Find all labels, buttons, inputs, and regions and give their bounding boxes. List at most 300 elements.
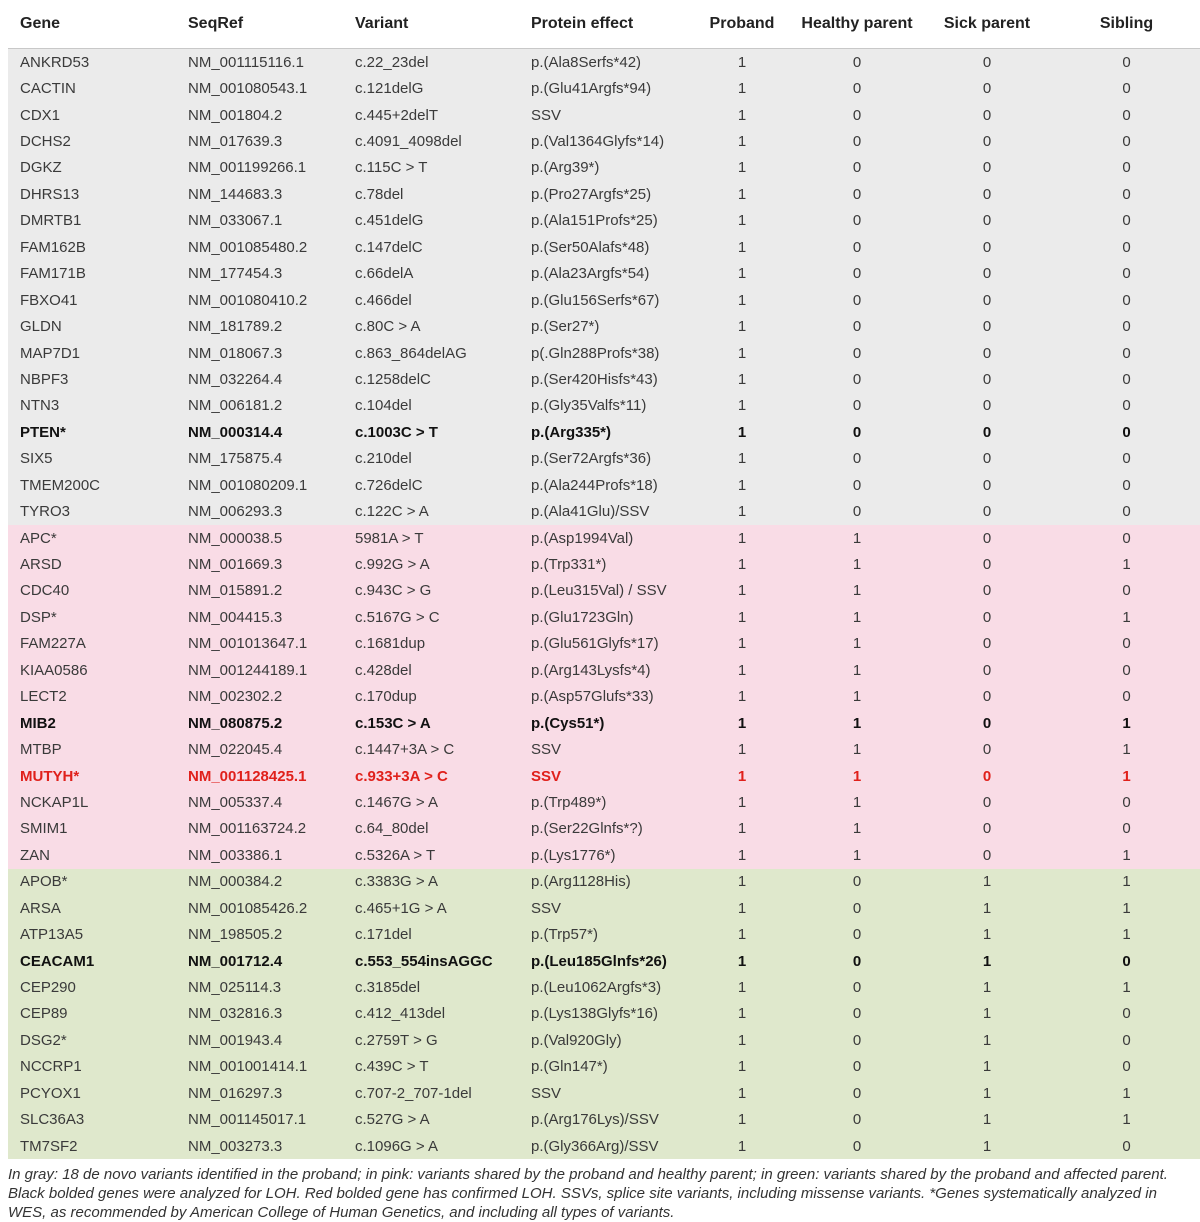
variant-cell: c.992G > A <box>355 551 531 577</box>
table-row <box>8 472 1200 498</box>
variant-cell: c.933+3A > C <box>355 763 531 789</box>
proband-cell: 1 <box>701 736 783 762</box>
sick-parent-cell: 1 <box>931 1107 1043 1133</box>
variant-cell: c.147delC <box>355 234 531 260</box>
seqref-cell: NM_017639.3 <box>188 128 355 154</box>
proband-cell: 1 <box>701 155 783 181</box>
sick-parent-cell: 0 <box>931 472 1043 498</box>
seqref-cell: NM_033067.1 <box>188 208 355 234</box>
seqref-cell: NM_001244189.1 <box>188 657 355 683</box>
variant-cell: c.80C > A <box>355 313 531 339</box>
proband-cell: 1 <box>701 551 783 577</box>
seqref-cell: NM_001080209.1 <box>188 472 355 498</box>
variant-cell: c.439C > T <box>355 1054 531 1080</box>
healthy-parent-cell: 0 <box>783 1027 931 1053</box>
proband-cell: 1 <box>701 287 783 313</box>
sibling-cell: 0 <box>1043 1054 1200 1080</box>
gene-cell: CDX1 <box>8 102 188 128</box>
sibling-cell: 1 <box>1043 1080 1200 1106</box>
sibling-cell: 1 <box>1043 763 1200 789</box>
gene-cell: NBPF3 <box>8 366 188 392</box>
healthy-parent-cell: 1 <box>783 657 931 683</box>
variant-table <box>8 0 1200 1159</box>
seqref-cell: NM_003386.1 <box>188 842 355 868</box>
gene-cell: MAP7D1 <box>8 340 188 366</box>
sibling-cell: 1 <box>1043 710 1200 736</box>
healthy-parent-cell: 1 <box>783 736 931 762</box>
sick-parent-cell: 1 <box>931 1054 1043 1080</box>
proband-cell: 1 <box>701 578 783 604</box>
sibling-cell: 0 <box>1043 393 1200 419</box>
variant-cell: c.553_554insAGGC <box>355 948 531 974</box>
sick-parent-cell: 1 <box>931 895 1043 921</box>
protein-effect-cell: p.(Gln147*) <box>531 1054 701 1080</box>
table-row <box>8 234 1200 260</box>
table-row <box>8 1001 1200 1027</box>
gene-cell: ARSD <box>8 551 188 577</box>
proband-cell: 1 <box>701 1133 783 1159</box>
table-row <box>8 895 1200 921</box>
sick-parent-cell: 0 <box>931 684 1043 710</box>
healthy-parent-cell: 0 <box>783 446 931 472</box>
table-row <box>8 366 1200 392</box>
gene-cell: TM7SF2 <box>8 1133 188 1159</box>
sick-parent-cell: 0 <box>931 631 1043 657</box>
protein-effect-cell: p.(Asp1994Val) <box>531 525 701 551</box>
table-row <box>8 208 1200 234</box>
protein-effect-cell: p.(Arg176Lys)/SSV <box>531 1107 701 1133</box>
protein-effect-cell: p.(Glu1723Gln) <box>531 604 701 630</box>
sick-parent-cell: 1 <box>931 1080 1043 1106</box>
proband-cell: 1 <box>701 446 783 472</box>
sick-parent-cell: 0 <box>931 551 1043 577</box>
variant-cell: c.66delA <box>355 261 531 287</box>
protein-effect-cell: p.(Cys51*) <box>531 710 701 736</box>
sibling-cell: 0 <box>1043 578 1200 604</box>
gene-cell: CACTIN <box>8 75 188 101</box>
table-header-row <box>8 0 1200 49</box>
seqref-cell: NM_000038.5 <box>188 525 355 551</box>
protein-effect-cell: SSV <box>531 102 701 128</box>
table-row <box>8 419 1200 445</box>
variant-cell: c.170dup <box>355 684 531 710</box>
variant-cell: c.104del <box>355 393 531 419</box>
healthy-parent-cell: 0 <box>783 181 931 207</box>
sick-parent-cell: 1 <box>931 1027 1043 1053</box>
protein-effect-cell: p.(Arg335*) <box>531 419 701 445</box>
proband-cell: 1 <box>701 234 783 260</box>
protein-effect-cell: p.(Gly35Valfs*11) <box>531 393 701 419</box>
seqref-cell: NM_015891.2 <box>188 578 355 604</box>
table-row <box>8 525 1200 551</box>
table-row <box>8 128 1200 154</box>
table-row <box>8 313 1200 339</box>
healthy-parent-cell: 0 <box>783 155 931 181</box>
header-protein-effect: Protein effect <box>531 15 634 32</box>
variant-cell: c.527G > A <box>355 1107 531 1133</box>
seqref-cell: NM_004415.3 <box>188 604 355 630</box>
sick-parent-cell: 1 <box>931 921 1043 947</box>
healthy-parent-cell: 0 <box>783 1107 931 1133</box>
gene-cell: SIX5 <box>8 446 188 472</box>
seqref-cell: NM_018067.3 <box>188 340 355 366</box>
sick-parent-cell: 0 <box>931 102 1043 128</box>
proband-cell: 1 <box>701 816 783 842</box>
seqref-cell: NM_001669.3 <box>188 551 355 577</box>
healthy-parent-cell: 0 <box>783 313 931 339</box>
seqref-cell: NM_001085480.2 <box>188 234 355 260</box>
variant-cell: c.412_413del <box>355 1001 531 1027</box>
seqref-cell: NM_001712.4 <box>188 948 355 974</box>
protein-effect-cell: p.(Ala41Glu)/SSV <box>531 498 701 524</box>
protein-effect-cell: p.(Ser27*) <box>531 313 701 339</box>
sibling-cell: 0 <box>1043 234 1200 260</box>
seqref-cell: NM_025114.3 <box>188 974 355 1000</box>
seqref-cell: NM_001128425.1 <box>188 763 355 789</box>
sick-parent-cell: 0 <box>931 393 1043 419</box>
healthy-parent-cell: 0 <box>783 1133 931 1159</box>
protein-effect-cell: p.(Trp489*) <box>531 789 701 815</box>
gene-cell: NCCRP1 <box>8 1054 188 1080</box>
healthy-parent-cell: 0 <box>783 869 931 895</box>
sibling-cell: 1 <box>1043 604 1200 630</box>
healthy-parent-cell: 0 <box>783 921 931 947</box>
sibling-cell: 0 <box>1043 631 1200 657</box>
proband-cell: 1 <box>701 763 783 789</box>
table-row <box>8 604 1200 630</box>
sibling-cell: 0 <box>1043 948 1200 974</box>
proband-cell: 1 <box>701 974 783 1000</box>
variant-cell: c.210del <box>355 446 531 472</box>
table-row <box>8 657 1200 683</box>
proband-cell: 1 <box>701 684 783 710</box>
header-sick-parent: Sick parent <box>943 15 1031 32</box>
protein-effect-cell: p.(Asp57Glufs*33) <box>531 684 701 710</box>
variant-cell: c.863_864delAG <box>355 340 531 366</box>
gene-cell: DSP* <box>8 604 188 630</box>
variant-cell: c.115C > T <box>355 155 531 181</box>
protein-effect-cell: p.(Gly366Arg)/SSV <box>531 1133 701 1159</box>
healthy-parent-cell: 1 <box>783 525 931 551</box>
seqref-cell: NM_000314.4 <box>188 419 355 445</box>
sick-parent-cell: 0 <box>931 287 1043 313</box>
table-row <box>8 631 1200 657</box>
sibling-cell: 0 <box>1043 287 1200 313</box>
sibling-cell: 0 <box>1043 128 1200 154</box>
sick-parent-cell: 0 <box>931 49 1043 76</box>
seqref-cell: NM_001080543.1 <box>188 75 355 101</box>
gene-cell: TMEM200C <box>8 472 188 498</box>
gene-cell: FBXO41 <box>8 287 188 313</box>
table-body <box>8 49 1200 1160</box>
seqref-cell: NM_080875.2 <box>188 710 355 736</box>
proband-cell: 1 <box>701 261 783 287</box>
sibling-cell: 1 <box>1043 974 1200 1000</box>
variant-cell: c.3383G > A <box>355 869 531 895</box>
healthy-parent-cell: 0 <box>783 393 931 419</box>
protein-effect-cell: SSV <box>531 895 701 921</box>
sibling-cell: 0 <box>1043 340 1200 366</box>
sick-parent-cell: 1 <box>931 948 1043 974</box>
table-row <box>8 155 1200 181</box>
protein-effect-cell: p.(Trp331*) <box>531 551 701 577</box>
protein-effect-cell: SSV <box>531 763 701 789</box>
table-row <box>8 102 1200 128</box>
proband-cell: 1 <box>701 498 783 524</box>
sick-parent-cell: 0 <box>931 816 1043 842</box>
gene-cell: DGKZ <box>8 155 188 181</box>
proband-cell: 1 <box>701 49 783 76</box>
seqref-cell: NM_175875.4 <box>188 446 355 472</box>
seqref-cell: NM_001163724.2 <box>188 816 355 842</box>
variant-cell: 5981A > T <box>355 525 531 551</box>
protein-effect-cell: p.(Ala23Argfs*54) <box>531 261 701 287</box>
proband-cell: 1 <box>701 657 783 683</box>
seqref-cell: NM_001013647.1 <box>188 631 355 657</box>
healthy-parent-cell: 0 <box>783 1080 931 1106</box>
healthy-parent-cell: 1 <box>783 684 931 710</box>
proband-cell: 1 <box>701 340 783 366</box>
protein-effect-cell: SSV <box>531 736 701 762</box>
healthy-parent-cell: 0 <box>783 498 931 524</box>
sibling-cell: 1 <box>1043 1107 1200 1133</box>
healthy-parent-cell: 1 <box>783 816 931 842</box>
protein-effect-cell: p(.Gln288Profs*38) <box>531 340 701 366</box>
proband-cell: 1 <box>701 393 783 419</box>
sibling-cell: 0 <box>1043 261 1200 287</box>
proband-cell: 1 <box>701 102 783 128</box>
healthy-parent-cell: 1 <box>783 710 931 736</box>
protein-effect-cell: p.(Leu315Val) / SSV <box>531 578 701 604</box>
table-row <box>8 948 1200 974</box>
sibling-cell: 1 <box>1043 736 1200 762</box>
seqref-cell: NM_000384.2 <box>188 869 355 895</box>
gene-cell: FAM162B <box>8 234 188 260</box>
variant-cell: c.3185del <box>355 974 531 1000</box>
protein-effect-cell: p.(Val920Gly) <box>531 1027 701 1053</box>
sibling-cell: 0 <box>1043 366 1200 392</box>
table-row <box>8 75 1200 101</box>
seqref-cell: NM_001085426.2 <box>188 895 355 921</box>
sibling-cell: 0 <box>1043 472 1200 498</box>
sick-parent-cell: 0 <box>931 261 1043 287</box>
table-row <box>8 49 1200 76</box>
protein-effect-cell: p.(Ala8Serfs*42) <box>531 49 701 76</box>
gene-cell: ATP13A5 <box>8 921 188 947</box>
sick-parent-cell: 0 <box>931 498 1043 524</box>
healthy-parent-cell: 1 <box>783 763 931 789</box>
variant-cell: c.726delC <box>355 472 531 498</box>
variant-cell: c.64_80del <box>355 816 531 842</box>
sibling-cell: 0 <box>1043 684 1200 710</box>
sick-parent-cell: 0 <box>931 763 1043 789</box>
gene-cell: DMRTB1 <box>8 208 188 234</box>
healthy-parent-cell: 1 <box>783 604 931 630</box>
gene-cell: GLDN <box>8 313 188 339</box>
gene-cell: CEP89 <box>8 1001 188 1027</box>
proband-cell: 1 <box>701 366 783 392</box>
healthy-parent-cell: 1 <box>783 631 931 657</box>
variant-cell: c.2759T > G <box>355 1027 531 1053</box>
table-row <box>8 736 1200 762</box>
sick-parent-cell: 0 <box>931 842 1043 868</box>
table-row <box>8 181 1200 207</box>
protein-effect-cell: p.(Ala151Profs*25) <box>531 208 701 234</box>
gene-cell: DSG2* <box>8 1027 188 1053</box>
gene-cell: APC* <box>8 525 188 551</box>
variant-cell: c.943C > G <box>355 578 531 604</box>
protein-effect-cell: p.(Lys138Glyfs*16) <box>531 1001 701 1027</box>
seqref-cell: NM_005337.4 <box>188 789 355 815</box>
sibling-cell: 0 <box>1043 208 1200 234</box>
protein-effect-cell: p.(Ser420Hisfs*43) <box>531 366 701 392</box>
proband-cell: 1 <box>701 1001 783 1027</box>
proband-cell: 1 <box>701 869 783 895</box>
gene-cell: NTN3 <box>8 393 188 419</box>
proband-cell: 1 <box>701 604 783 630</box>
sibling-cell: 0 <box>1043 1001 1200 1027</box>
proband-cell: 1 <box>701 631 783 657</box>
sibling-cell: 0 <box>1043 1133 1200 1159</box>
table-row <box>8 1080 1200 1106</box>
variant-cell: c.122C > A <box>355 498 531 524</box>
sick-parent-cell: 0 <box>931 710 1043 736</box>
variant-cell: c.4091_4098del <box>355 128 531 154</box>
variant-cell: c.428del <box>355 657 531 683</box>
protein-effect-cell: p.(Glu156Serfs*67) <box>531 287 701 313</box>
sibling-cell: 0 <box>1043 525 1200 551</box>
healthy-parent-cell: 0 <box>783 234 931 260</box>
seqref-cell: NM_006181.2 <box>188 393 355 419</box>
header-proband: Proband <box>709 15 775 32</box>
proband-cell: 1 <box>701 1027 783 1053</box>
seqref-cell: NM_001145017.1 <box>188 1107 355 1133</box>
variant-cell: c.466del <box>355 287 531 313</box>
gene-cell: SMIM1 <box>8 816 188 842</box>
sick-parent-cell: 0 <box>931 419 1043 445</box>
variant-cell: c.153C > A <box>355 710 531 736</box>
proband-cell: 1 <box>701 895 783 921</box>
gene-cell: CEP290 <box>8 974 188 1000</box>
healthy-parent-cell: 0 <box>783 472 931 498</box>
healthy-parent-cell: 1 <box>783 578 931 604</box>
sick-parent-cell: 0 <box>931 446 1043 472</box>
seqref-cell: NM_144683.3 <box>188 181 355 207</box>
proband-cell: 1 <box>701 789 783 815</box>
sick-parent-cell: 0 <box>931 75 1043 101</box>
proband-cell: 1 <box>701 525 783 551</box>
variant-cell: c.1681dup <box>355 631 531 657</box>
table-row <box>8 1054 1200 1080</box>
gene-cell: MTBP <box>8 736 188 762</box>
seqref-cell: NM_177454.3 <box>188 261 355 287</box>
protein-effect-cell: SSV <box>531 1080 701 1106</box>
table-row <box>8 921 1200 947</box>
healthy-parent-cell: 1 <box>783 551 931 577</box>
sibling-cell: 0 <box>1043 446 1200 472</box>
healthy-parent-cell: 0 <box>783 261 931 287</box>
healthy-parent-cell: 0 <box>783 49 931 76</box>
table-footnote: In gray: 18 de novo variants identified in the proband; in pink: variants shared by the proband and healthy parent; in green: variants shared by the proband and affected parent. Black bolded genes were analyzed for LOH. Red bolded gene has confirmed LOH. SSVs, splice site variants, including missense variants. *Genes systematically analyzed in WES, as recommended by American College of Human Genetics, and including all types of variants. <box>8 1166 1168 1222</box>
proband-cell: 1 <box>701 313 783 339</box>
sibling-cell: 0 <box>1043 1027 1200 1053</box>
proband-cell: 1 <box>701 419 783 445</box>
gene-cell: FAM227A <box>8 631 188 657</box>
seqref-cell: NM_006293.3 <box>188 498 355 524</box>
protein-effect-cell: p.(Trp57*) <box>531 921 701 947</box>
variant-cell: c.1467G > A <box>355 789 531 815</box>
sick-parent-cell: 0 <box>931 657 1043 683</box>
sick-parent-cell: 0 <box>931 578 1043 604</box>
proband-cell: 1 <box>701 1107 783 1133</box>
gene-cell: KIAA0586 <box>8 657 188 683</box>
sick-parent-cell: 0 <box>931 208 1043 234</box>
healthy-parent-cell: 0 <box>783 128 931 154</box>
header-healthy-parent: Healthy parent <box>801 15 913 32</box>
sibling-cell: 0 <box>1043 313 1200 339</box>
variant-cell: c.707-2_707-1del <box>355 1080 531 1106</box>
protein-effect-cell: p.(Glu41Argfs*94) <box>531 75 701 101</box>
proband-cell: 1 <box>701 128 783 154</box>
proband-cell: 1 <box>701 842 783 868</box>
table-row <box>8 287 1200 313</box>
sibling-cell: 0 <box>1043 657 1200 683</box>
sick-parent-cell: 0 <box>931 155 1043 181</box>
table-row <box>8 1107 1200 1133</box>
sibling-cell: 0 <box>1043 102 1200 128</box>
protein-effect-cell: p.(Ser22Glnfs*?) <box>531 816 701 842</box>
sibling-cell: 1 <box>1043 842 1200 868</box>
sibling-cell: 0 <box>1043 498 1200 524</box>
healthy-parent-cell: 0 <box>783 1001 931 1027</box>
seqref-cell: NM_181789.2 <box>188 313 355 339</box>
gene-cell: SLC36A3 <box>8 1107 188 1133</box>
sick-parent-cell: 1 <box>931 869 1043 895</box>
proband-cell: 1 <box>701 948 783 974</box>
table-row <box>8 1133 1200 1159</box>
healthy-parent-cell: 0 <box>783 340 931 366</box>
variant-cell: c.1003C > T <box>355 419 531 445</box>
variant-cell: c.5326A > T <box>355 842 531 868</box>
proband-cell: 1 <box>701 75 783 101</box>
healthy-parent-cell: 0 <box>783 974 931 1000</box>
variant-cell: c.465+1G > A <box>355 895 531 921</box>
gene-cell: ZAN <box>8 842 188 868</box>
gene-cell: DCHS2 <box>8 128 188 154</box>
table-row <box>8 498 1200 524</box>
seqref-cell: NM_016297.3 <box>188 1080 355 1106</box>
variant-cell: c.451delG <box>355 208 531 234</box>
seqref-cell: NM_198505.2 <box>188 921 355 947</box>
table-row <box>8 551 1200 577</box>
sibling-cell: 0 <box>1043 49 1200 76</box>
protein-effect-cell: p.(Lys1776*) <box>531 842 701 868</box>
sick-parent-cell: 0 <box>931 789 1043 815</box>
protein-effect-cell: p.(Glu561Glyfs*17) <box>531 631 701 657</box>
seqref-cell: NM_001001414.1 <box>188 1054 355 1080</box>
variant-cell: c.78del <box>355 181 531 207</box>
gene-cell: TYRO3 <box>8 498 188 524</box>
variant-cell: c.1447+3A > C <box>355 736 531 762</box>
proband-cell: 1 <box>701 1080 783 1106</box>
gene-cell: FAM171B <box>8 261 188 287</box>
protein-effect-cell: p.(Arg39*) <box>531 155 701 181</box>
sibling-cell: 0 <box>1043 419 1200 445</box>
gene-cell: PCYOX1 <box>8 1080 188 1106</box>
sibling-cell: 0 <box>1043 155 1200 181</box>
gene-cell: ARSA <box>8 895 188 921</box>
table-row <box>8 684 1200 710</box>
